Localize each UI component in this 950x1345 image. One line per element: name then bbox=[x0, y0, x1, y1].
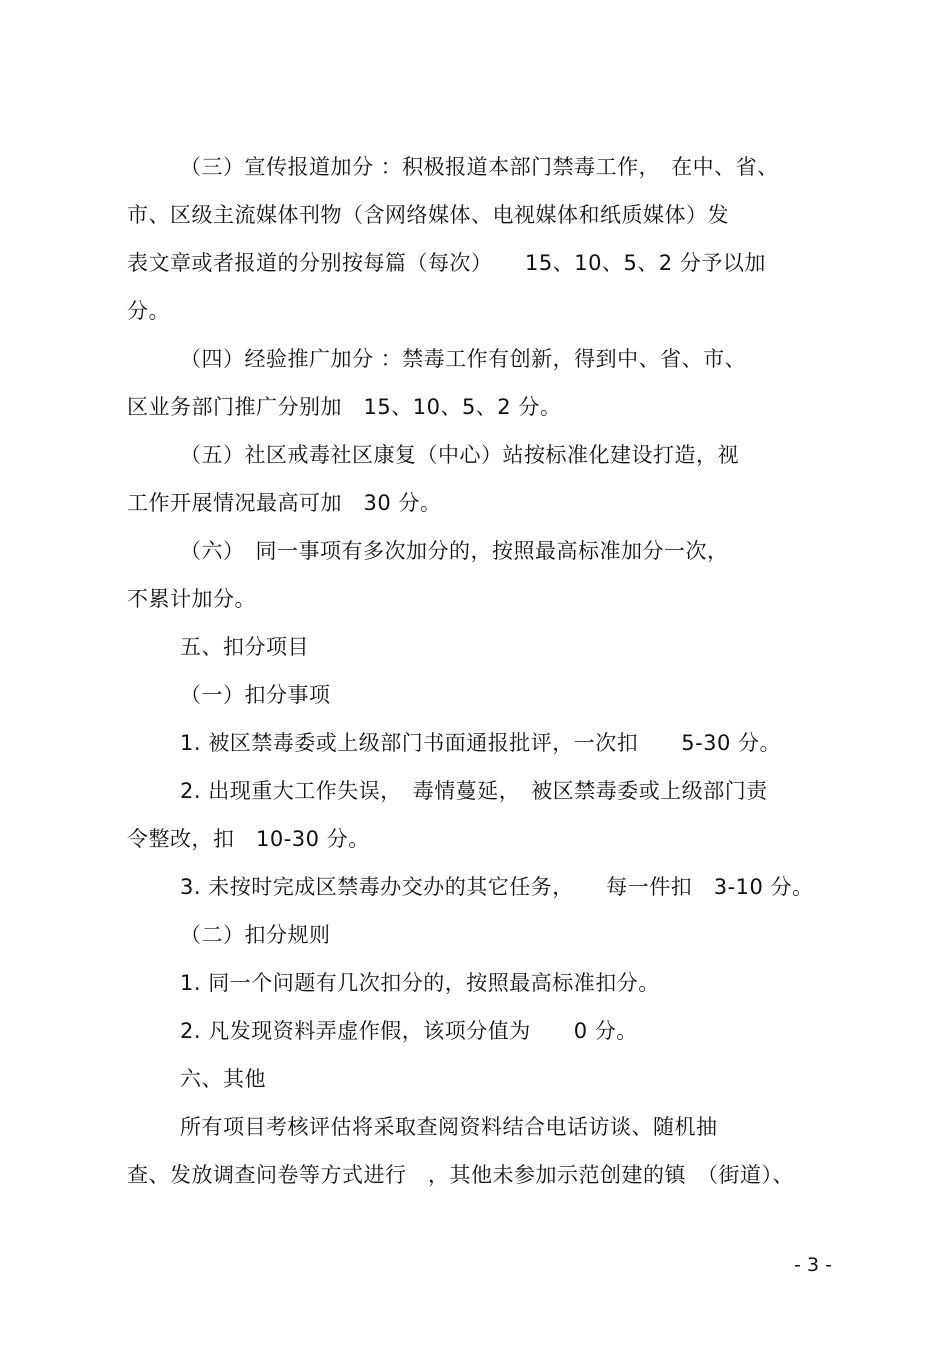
subsection-heading: （一）扣分事项 bbox=[180, 683, 331, 707]
page-number: - 3 - bbox=[794, 1254, 832, 1276]
paragraph-line: （五）社区戒毒社区康复（中心）站按标准化建设打造，视 bbox=[180, 443, 739, 467]
list-item: 2. 凡发现资料弄虚作假，该项分值为 0 分。 bbox=[180, 1019, 638, 1043]
paragraph-line: （六） 同一事项有多次加分的，按照最高标准加分一次， bbox=[180, 539, 729, 563]
list-item: 1. 同一个问题有几次扣分的，按照最高标准扣分。 bbox=[180, 971, 660, 995]
subsection-heading: （二）扣分规则 bbox=[180, 923, 331, 947]
paragraph-line: （四）经验推广加分 ：禁毒工作有创新，得到中、省、市、 bbox=[180, 347, 747, 371]
list-item: 3. 未按时完成区禁毒办交办的其它任务， 每一件扣 3-10 分。 bbox=[180, 875, 814, 899]
paragraph-line: 查、发放调查问卷等方式进行 ，其他未参加示范创建的镇 （街道）、 bbox=[127, 1163, 794, 1187]
list-item-continuation: 令整改，扣 10-30 分。 bbox=[127, 827, 370, 851]
paragraph-line: 分。 bbox=[127, 299, 170, 323]
paragraph-line: 工作开展情况最高可加 30 分。 bbox=[127, 491, 442, 515]
section-heading: 五、扣分项目 bbox=[180, 635, 309, 659]
paragraph-line: 区业务部门推广分别加 15、10、5、2 分。 bbox=[127, 395, 562, 419]
paragraph-line: 市、区级主流媒体刊物（含网络媒体、电视媒体和纸质媒体）发 bbox=[127, 203, 729, 227]
paragraph-line: 表文章或者报道的分别按每篇（每次） 15、10、5、2 分予以加 bbox=[127, 251, 766, 275]
paragraph-line: （三）宣传报道加分 ：积极报道本部门禁毒工作， 在中、省、 bbox=[180, 155, 779, 179]
paragraph-line: 不累计加分。 bbox=[127, 587, 256, 611]
section-heading: 六、其他 bbox=[180, 1067, 266, 1091]
list-item: 2. 出现重大工作失误， 毒情蔓延， 被区禁毒委或上级部门责 bbox=[180, 779, 768, 803]
paragraph-line: 所有项目考核评估将采取查阅资料结合电话访谈、随机抽 bbox=[180, 1115, 718, 1139]
list-item: 1. 被区禁毒委或上级部门书面通报批评，一次扣 5-30 分。 bbox=[180, 731, 782, 755]
